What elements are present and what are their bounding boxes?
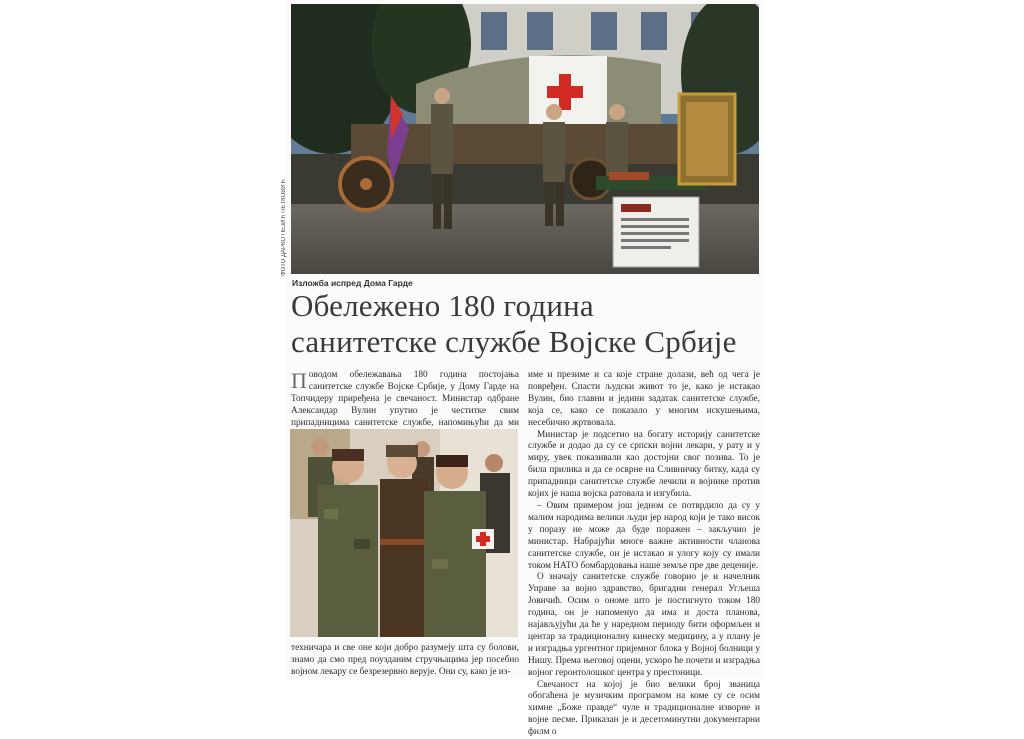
soldiers-photo	[290, 429, 518, 637]
headline-line-1: Обележено 180 година	[291, 288, 594, 323]
article-paragraph: О значају санитетске службе говорио је и начелник Управе за војно здравство, бригадни генерал Угљеша Јовичић. Осим о ономе што је постигнуто током 180 година, он је напоменуо да има и доста планова, најављујући да ће у наредном периоду бити оформљен и центар за традиционалну кинеску медицину, а у плану је и изградња ургентног пријемног блока у Војној болници у Нишу. Према његовој оцени, ускоро ће почети и изградња војног геронтолошког центра у престоници.	[528, 572, 760, 678]
photo-caption: Изложба испред Дома Гарде	[292, 278, 413, 288]
article-column-right	[528, 370, 760, 739]
article-paragraph: Министар је подсетио на богату историју санитетске службе и додао да су се српски војни лекари, у рату и у миру, увек показивали као достојни свог позива. То је била прилика и да се осврне на Сливничку битку, када су припадници санитетске службе лечили и војнике против којих је наша војска ратовала и изгубила.	[528, 429, 760, 500]
photo-credit: ФОТО ДАРКО ПЕЈИЋ ПЕТКОВИЋ	[281, 179, 287, 276]
article-paragraph: име и презиме и са које стране долази, већ од чега је повређен. Спасти људски живот то је, како је истакао Вулин, био главни и једини задатак санитетске службе, која се, како се показало у многим искушењима, несебично жртвовала.	[528, 370, 760, 428]
drop-cap: П	[291, 368, 307, 393]
article-paragraph: Свечаност на којој је био велики број званица обогаћена је музичким програмом на коме су се осим химне „Боже правде“ чуле и традиционалне изворне и војне песме. Приказан је и десетоминутни документарни филм о	[528, 679, 760, 738]
article-lead-text: оводом обележавања 180 година постојања санитетске службе Војске Србије, у Дому Гарде на Топчидеру приређена је свечаност. Министар одбране Александар Вулин упутио је честитке свим припадницима санитетске службе, напомињући да ми	[291, 370, 519, 428]
exhibition-photo	[291, 4, 759, 274]
headline	[291, 288, 761, 360]
headline-line-2: санитетске службе Војске Србије	[291, 324, 737, 359]
article-column-left-bottom	[291, 643, 519, 679]
article-paragraph: техничара и све оне који добро разумеју шта су болови, знамо да смо пред поузданим стручњацима јер посебно војном лекару се безрезервно верује. Они су, како је из-	[291, 643, 519, 677]
article-paragraph: – Овим примером још једном се потврдило да су у малим народима велики људи јер народ који је тако висок у поразу не може да буде поражен – закључио је министар. Набрајући многе важне активности чланова санитетске службе, он је истакао и улогу коју су имали током НАТО бомбардовања наше земље пре две деценије.	[528, 500, 760, 571]
